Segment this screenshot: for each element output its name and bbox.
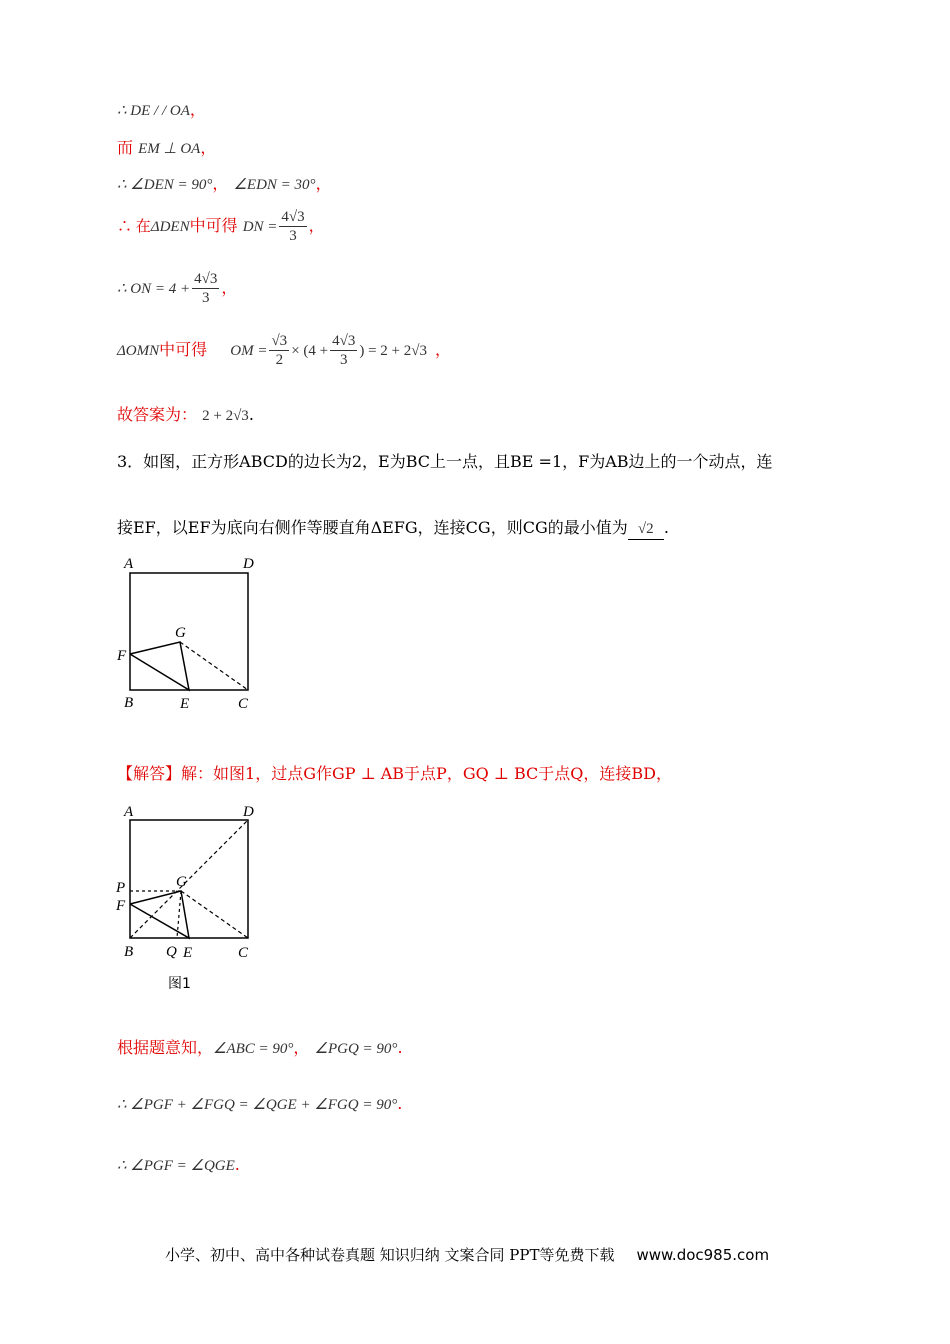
diagonal-bd-dashed xyxy=(130,820,248,938)
footer-url: www.doc985.com xyxy=(636,1246,770,1264)
label-e: E xyxy=(183,945,193,961)
label-a: A xyxy=(124,804,134,820)
label-b: B xyxy=(124,695,134,711)
numerator: 4√3 xyxy=(332,333,356,349)
math-expression: ∴ ON = 4 + xyxy=(117,281,191,297)
label-d: D xyxy=(243,556,254,572)
punctuation: ， xyxy=(200,138,217,157)
solution-text: 解：如图1，过点G作GP ⊥ AB于点P，GQ ⊥ BC于点Q，连接BD， xyxy=(181,764,672,783)
numerator: √3 xyxy=(271,333,288,349)
text-prefix: 根据题意知， xyxy=(117,1038,214,1057)
punctuation: . xyxy=(397,1094,403,1113)
segment-cg-dashed xyxy=(180,642,248,690)
punctuation: ， xyxy=(189,100,206,119)
text: 中可得 xyxy=(189,216,238,235)
solution-line-on xyxy=(117,270,237,307)
math-expression: ∴ ∠PGF = ∠QGE xyxy=(117,1158,235,1174)
solution-label: 【解答】 xyxy=(117,764,182,783)
label-g: G xyxy=(176,874,187,890)
label-c: C xyxy=(238,696,249,712)
punctuation: ， xyxy=(293,1038,310,1057)
numerator: 4√3 xyxy=(281,209,305,225)
denominator: 2 xyxy=(275,352,284,368)
math-expression: ∴ ∠PGF + ∠FGQ = ∠QGE + ∠FGQ = 90° xyxy=(117,1097,398,1113)
fraction xyxy=(192,270,219,307)
problem-statement-line-2 xyxy=(117,518,669,540)
math-expression: ∴ DE / / OA xyxy=(117,103,190,119)
punctuation: ， xyxy=(221,278,238,297)
solution-line-om xyxy=(117,332,451,369)
geometry-figure-problem xyxy=(110,553,270,713)
answer-line xyxy=(117,405,254,426)
punctuation: . xyxy=(397,1038,403,1057)
solution-line-dn xyxy=(117,208,325,245)
label-a: A xyxy=(124,556,134,572)
punctuation: ， xyxy=(308,216,325,235)
label-q: Q xyxy=(166,944,177,960)
square-abcd xyxy=(130,573,248,690)
answer-label: 故答案为： xyxy=(117,405,198,424)
triangle-name: ΔOMN xyxy=(117,343,160,359)
answer-value: 2 + 2√3 xyxy=(202,408,249,424)
math-expression: ∴ ∠DEN = 90° xyxy=(117,177,213,193)
segment-gc-dashed xyxy=(181,891,248,938)
fraction xyxy=(279,208,306,245)
figure-caption: 图1 xyxy=(168,976,191,992)
label-g: G xyxy=(175,625,186,641)
solution-line-angles xyxy=(117,174,332,195)
math-expression: ∠EDN = 30° xyxy=(233,177,316,193)
label-d: D xyxy=(243,804,254,820)
punctuation: ， xyxy=(315,174,332,193)
math-expression: ∠ABC = 90° xyxy=(213,1041,294,1057)
label-f: F xyxy=(117,648,127,664)
punctuation: . xyxy=(663,518,669,537)
label-e: E xyxy=(180,696,190,712)
solution-line-em-perp-oa xyxy=(117,138,216,159)
answer-value: √2 xyxy=(637,521,654,537)
page-footer xyxy=(165,1244,769,1265)
math-expression: ) = 2 + 2√3 xyxy=(359,343,427,359)
punctuation: . xyxy=(234,1155,240,1174)
problem-statement-line-1: 3．如图，正方形ABCD的边长为2，E为BC上一点，且BE =1，F为AB边上的一个动点，连 xyxy=(117,452,773,471)
problem-text: 接EF，以EF为底向右侧作等腰直角ΔEFG，连接CG，则CG的最小值为 xyxy=(117,518,628,537)
triangle-efg xyxy=(130,642,189,690)
numerator: 4√3 xyxy=(194,271,218,287)
answer-blank xyxy=(628,518,664,540)
fraction xyxy=(330,332,357,369)
label-f: F xyxy=(116,898,126,914)
denominator: 3 xyxy=(339,352,348,368)
triangle-name: ΔDEN xyxy=(150,219,190,235)
text: 中可得 xyxy=(159,340,208,359)
label-p: P xyxy=(116,880,126,896)
label-c: C xyxy=(238,945,249,961)
math-expression: DN = xyxy=(242,219,278,235)
math-expression: ∠PGQ = 90° xyxy=(314,1041,398,1057)
geometry-figure-1 xyxy=(110,800,280,1000)
footer-text: 小学、初中、高中各种试卷真题 知识归纳 文案合同 PPT等免费下载 xyxy=(165,1246,615,1264)
math-expression: OM = xyxy=(230,343,268,359)
text-prefix: 而 xyxy=(117,138,134,157)
punctuation: ， xyxy=(435,340,452,359)
reasoning-line-1 xyxy=(117,1038,403,1059)
math-expression: ∴ 在 xyxy=(117,219,151,235)
math-expression: × (4 + xyxy=(291,343,329,359)
solution-line-de-parallel-oa xyxy=(117,100,206,121)
reasoning-line-3 xyxy=(117,1155,240,1176)
label-b: B xyxy=(124,944,134,960)
solution-intro xyxy=(117,764,672,784)
fraction xyxy=(269,332,289,369)
denominator: 3 xyxy=(289,228,297,244)
reasoning-line-2 xyxy=(117,1094,402,1115)
punctuation: . xyxy=(248,405,254,424)
math-expression: EM ⊥ OA xyxy=(138,141,201,157)
denominator: 3 xyxy=(201,290,210,306)
punctuation: ， xyxy=(212,174,229,193)
